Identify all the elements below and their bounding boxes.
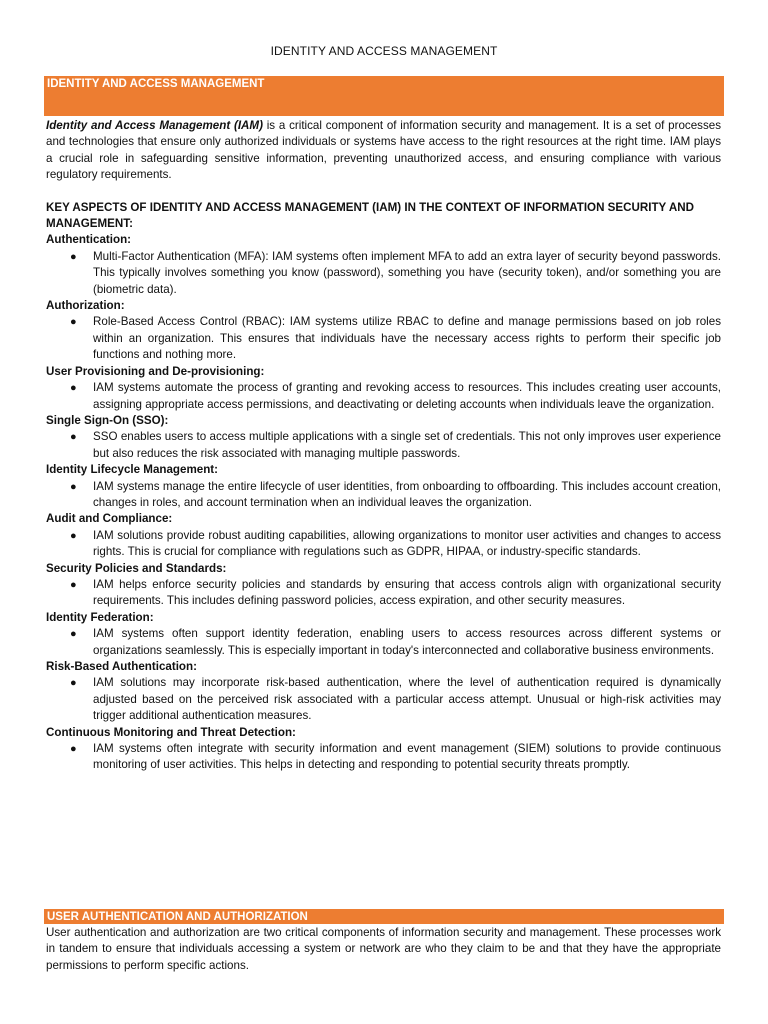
aspect-bullet-list <box>46 528 721 561</box>
aspect-bullet-list <box>46 479 721 512</box>
auth-paragraph: User authentication and authorization are two critical components of information security and management. These processes work in tandem to ensure that individuals accessing a system or network are who they claim to be and that they have the appropriate permissions to perform specific actions. <box>46 926 721 972</box>
aspect-label: Identity Federation: <box>46 610 154 624</box>
bullet-dot-icon: ● <box>70 316 77 329</box>
aspect-description: IAM solutions provide robust auditing capabilities, allowing organizations to monitor user activities and changes to access rights. This is crucial for compliance with regulations such as GDPR, HIPAA, or industry-specific standards. <box>93 528 721 559</box>
intro-lead-term: Identity and Access Management (IAM) <box>46 119 263 132</box>
aspect-description: IAM systems often support identity federation, enabling users to access resources across different systems or organizations seamlessly. This is especially important in today's interconnected and collaborative business environments. <box>93 627 721 657</box>
list-item <box>46 741 721 774</box>
bullet-dot-icon: ● <box>70 529 77 542</box>
aspect-description: Multi-Factor Authentication (MFA): IAM systems often implement MFA to add an extra layer of security beyond passwords. This typically involves something you know (password), something you have (security token), and/or something you are (biometric data). <box>93 249 721 296</box>
bullet-dot-icon: ● <box>70 578 77 591</box>
key-aspects-heading: KEY ASPECTS OF IDENTITY AND ACCESS MANAGEMENT (IAM) IN THE CONTEXT OF INFORMATION SECURITY AND MANAGEMENT: <box>46 200 694 231</box>
aspect-label: Authentication: <box>46 233 132 247</box>
list-item <box>46 626 721 659</box>
paragraph-spacer <box>46 184 721 200</box>
aspect-bullet-list <box>46 429 721 462</box>
aspect-description: IAM solutions may incorporate risk-based authentication, where the level of authentication required is dynamically adjusted based on the perceived risk associated with a particular access attempt. Unusual or high-risk activities may trigger additional authentication measures. <box>93 676 721 723</box>
aspect-description: IAM systems manage the entire lifecycle of user identities, from onboarding to offboarding. This includes account creation, changes in roles, and account termination when an individual leaves the organization. <box>93 479 721 509</box>
aspect-bullet-list <box>46 741 721 774</box>
section-iam-body <box>46 118 721 774</box>
bullet-dot-icon: ● <box>70 628 77 641</box>
bullet-dot-icon: ● <box>70 431 77 444</box>
aspect-bullet-list <box>46 314 721 363</box>
aspect-description: SSO enables users to access multiple applications with a single set of credentials. This not only improves user experience but also reduces the risk associated with managing multiple passwords. <box>93 430 721 460</box>
aspect-label: User Provisioning and De-provisioning: <box>46 364 265 378</box>
aspect-label: Continuous Monitoring and Threat Detection: <box>46 725 296 739</box>
aspect-bullet-list <box>46 249 721 298</box>
aspect-description: IAM systems automate the process of granting and revoking access to resources. This includes creating user accounts, assigning appropriate access permissions, and deactivating or deleting accounts when individuals leave the organization. <box>93 381 721 411</box>
bullet-dot-icon: ● <box>70 382 77 395</box>
list-item <box>46 249 721 298</box>
aspect-label: Audit and Compliance: <box>46 512 173 526</box>
document-title: IDENTITY AND ACCESS MANAGEMENT <box>270 44 498 58</box>
list-item <box>46 380 721 413</box>
list-item <box>46 528 721 561</box>
aspect-bullet-list <box>46 626 721 659</box>
section-auth-body <box>46 925 721 974</box>
list-item <box>46 577 721 610</box>
aspect-description: IAM systems often integrate with security information and event management (SIEM) solutions to provide continuous monitoring of user activities. This helps in detecting and responding to potential security threats promptly. <box>93 742 721 772</box>
bullet-dot-icon: ● <box>70 743 77 756</box>
intro-paragraph <box>46 118 721 184</box>
aspect-description: Role-Based Access Control (RBAC): IAM systems utilize RBAC to define and manage permissions based on job roles within an organization. This ensures that individuals have the necessary access rights to perform their specific job functions and nothing more. <box>93 315 721 362</box>
key-aspects-list <box>46 232 721 773</box>
aspect-label: Risk-Based Authentication: <box>46 660 197 673</box>
section-heading-iam: IDENTITY AND ACCESS MANAGEMENT <box>44 76 724 116</box>
intro-text: is a critical component of information security and management. It is a set of processes and technologies that ensure only authorized individuals or systems have access to the right resources at the right time. IAM plays a crucial role in safeguarding sensitive information, preventing unauthorized access, and ensuring compliance with various regulatory requirements. <box>46 119 721 182</box>
aspect-bullet-list <box>46 675 721 724</box>
list-item <box>46 479 721 512</box>
aspect-bullet-list <box>46 380 721 413</box>
aspect-label: Security Policies and Standards: <box>46 561 227 575</box>
section-heading-auth: USER AUTHENTICATION AND AUTHORIZATION <box>44 909 724 924</box>
bullet-dot-icon: ● <box>70 250 77 263</box>
list-item <box>46 675 721 724</box>
bullet-dot-icon: ● <box>70 677 77 690</box>
aspect-label: Authorization: <box>46 299 125 313</box>
bullet-dot-icon: ● <box>70 480 77 493</box>
aspect-label: Identity Lifecycle Management: <box>46 463 219 477</box>
list-item <box>46 314 721 363</box>
aspect-bullet-list <box>46 577 721 610</box>
list-item <box>46 429 721 462</box>
aspect-label: Single Sign-On (SSO): <box>46 413 169 427</box>
aspect-description: IAM helps enforce security policies and standards by ensuring that access controls align with organizational security requirements. This includes defining password policies, access expiration, and other security measures. <box>93 577 721 608</box>
